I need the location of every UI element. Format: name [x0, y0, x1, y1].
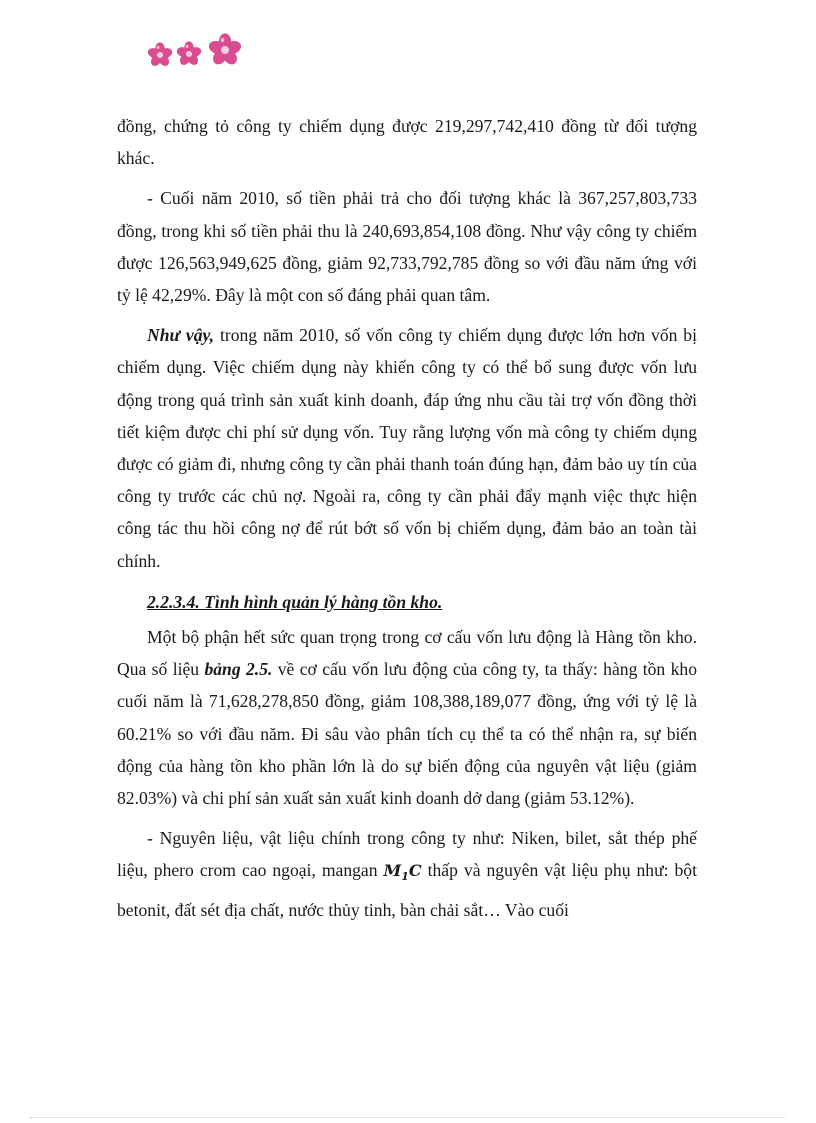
conclusion-text: trong năm 2010, số vốn công ty chiếm dụng được lớn hơn vốn bị chiếm dụng. Việc chiếm dụng này khiến công ty có thể bổ sung được vốn lưu động trong quá trình sản xuất kinh doanh, đáp ứng nhu cầu tài trợ vốn đồng thời tiết kiệm được chi phí sử dụng vốn. Tuy rằng lượng vốn mà công ty chiếm dụng được có giảm đi, nhưng công ty cần phải thanh toán đúng hạn, đảm bảo uy tín của công ty trước các chủ nợ. Ngoài ra, công ty cần phải đẩy mạnh việc thực hiện công tác thu hồi công nợ để rút bớt số vốn bị chiếm dụng, đảm bảo an toàn tài chính.: [117, 325, 697, 571]
page-bottom-divider: [30, 1117, 786, 1118]
paragraph-end-of-2010-payables: - Cuối năm 2010, số tiền phải trả cho đối tượng khác là 367,257,803,733 đồng, trong khi số tiền phải thu là 240,693,854,108 đồng. Như vậy công ty chiếm được 126,563,949,625 đồng, giảm 92,733,792,785 đồng so với đầu năm ứng với tỷ lệ 42,29%. Đây là một con số đáng phải quan tâm.: [117, 188, 697, 306]
section-heading: 2.2.3.4. Tình hình quản lý hàng tồn kho.: [147, 591, 443, 612]
three-pink-flowers-icon: [143, 33, 253, 73]
paragraph-raw-materials: [117, 822, 697, 926]
formula-m1c: $M_1C$: [383, 861, 422, 884]
materials-text-b: thấp và nguyên vật liệu phụ như: bột betonit, đất sét địa chất, nước thủy tinh, bàn chải sắt… Vào cuối: [117, 860, 697, 920]
conclusion-lead: Như vậy,: [147, 325, 215, 346]
inventory-text-a: Một bộ phận hết sức quan trọng trong cơ cấu vốn lưu động là Hàng tồn kho. Qua số liệu: [117, 627, 697, 680]
paragraph-inventory: [117, 621, 697, 814]
paragraph-conclusion: [117, 319, 697, 577]
paragraph-continuation: đồng, chứng tỏ công ty chiếm dụng được 219,297,742,410 đồng từ đối tượng khác.: [117, 116, 697, 169]
table-reference: bảng 2.5.: [204, 659, 273, 680]
materials-text-a: - Nguyên liệu, vật liệu chính trong công ty như: Niken, bilet, sắt thép phế liệu, phero crom cao ngoại, mangan: [117, 828, 697, 881]
document-body: [117, 110, 697, 926]
inventory-text-b: về cơ cấu vốn lưu động của công ty, ta thấy: hàng tồn kho cuối năm là 71,628,278,850 đồng, giảm 108,388,189,077 đồng, ứng với tỷ lệ là 60.21% so với đầu năm. Đi sâu vào phân tích cụ thể ta có thể nhận ra, sự biến động của hàng tồn kho phần lớn là do sự biến động của nguyên vật liệu (giảm 82.03%) và chi phí sản xuất sản xuất kinh doanh dở dang (giảm 53.12%).: [117, 659, 697, 809]
